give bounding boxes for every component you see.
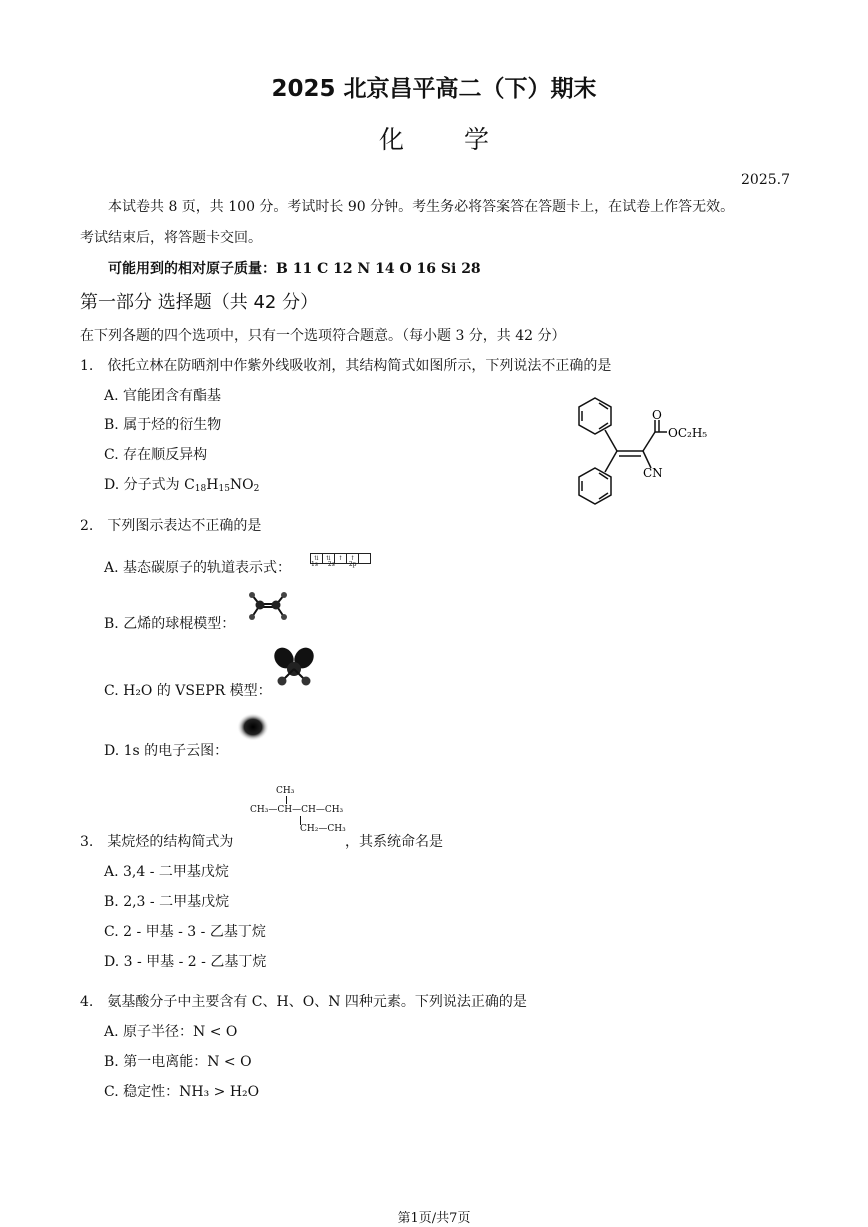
q1-structure-figure xyxy=(555,390,715,515)
orbital-labels: 1s 2s 2p xyxy=(311,561,357,568)
q1-option-a: A. 官能团含有酯基 xyxy=(104,388,222,404)
exam-date: 2025.7 xyxy=(741,172,790,188)
q4-option-a: A. 原子半径：N < O xyxy=(104,1024,238,1040)
q1-fig-ester-label: OC₂H₅ xyxy=(668,426,708,440)
q3-option-a: A. 3,4 - 二甲基戊烷 xyxy=(104,864,229,880)
q4-stem: 4. 氨基酸分子中主要含有 C、H、O、N 四种元素。下列说法正确的是 xyxy=(80,994,527,1010)
q3-option-d: D. 3 - 甲基 - 2 - 乙基丁烷 xyxy=(104,954,267,970)
q3-fig-bond-top xyxy=(286,796,287,804)
electron-cloud-1s xyxy=(236,712,270,742)
q1-fig-o-label: O xyxy=(652,408,662,422)
q1-option-c: C. 存在顺反异构 xyxy=(104,447,208,463)
subject-title: 化学 xyxy=(378,125,549,154)
ethylene-ball-stick-model xyxy=(246,590,290,622)
q3-stem-prefix: 3. 某烷烃的结构简式为 xyxy=(80,834,234,850)
exam-title: 2025 北京昌平高二（下）期末 xyxy=(271,76,597,102)
q3-option-c: C. 2 - 甲基 - 3 - 乙基丁烷 xyxy=(104,924,266,940)
page-number: 第1页/共7页 xyxy=(397,1211,471,1226)
q1-fig-cn-label: CN xyxy=(643,466,663,480)
q2-option-c: C. H₂O 的 VSEPR 模型： xyxy=(104,683,272,699)
intro-line-2: 考试结束后，将答题卡交回。 xyxy=(80,230,262,246)
q3-fig-main: CH₃—CH—CH—CH₃ xyxy=(250,805,344,815)
q4-option-b: B. 第一电离能：N < O xyxy=(104,1054,252,1070)
q1-option-d: D. 分子式为 $C_{18}H_{15}NO_2$ xyxy=(104,477,260,494)
q3-fig-top: CH₃ xyxy=(276,786,295,796)
q1-option-b: B. 属于烃的衍生物 xyxy=(104,417,222,433)
q2-stem: 2. 下列图示表达不正确的是 xyxy=(80,518,262,534)
water-vsepr-model xyxy=(270,645,318,689)
q3-stem-suffix: ，其系统命名是 xyxy=(345,834,443,850)
q3-fig-branch: CH₂—CH₃ xyxy=(300,824,346,834)
q3-option-b: B. 2,3 - 二甲基戊烷 xyxy=(104,894,230,910)
part1-instruction: 在下列各题的四个选项中，只有一个选项符合题意。（每小题 3 分，共 42 分） xyxy=(80,328,566,344)
intro-line-1: 本试卷共 8 页，共 100 分。考试时长 90 分钟。考生务必将答案答在答题卡上，在试卷上作答无效。 xyxy=(108,199,735,215)
q2-option-a: A. 基态碳原子的轨道表示式： xyxy=(104,560,292,576)
part1-title: 第一部分 选择题（共 42 分） xyxy=(80,292,319,313)
atomic-mass-note: 可能用到的相对原子质量：B 11 C 12 N 14 O 16 Si 28 xyxy=(108,261,481,277)
q1-stem: 1. 依托立林在防晒剂中作紫外线吸收剂，其结构简式如图所示，下列说法不正确的是 xyxy=(80,358,612,374)
orbital-diagram: ⇅ ⇅ ↑ ↑ xyxy=(310,548,370,567)
q4-option-c: C. 稳定性：NH₃ > H₂O xyxy=(104,1084,260,1100)
q2-option-d: D. 1s 的电子云图： xyxy=(104,743,229,759)
q2-option-b: B. 乙烯的球棍模型： xyxy=(104,616,236,632)
